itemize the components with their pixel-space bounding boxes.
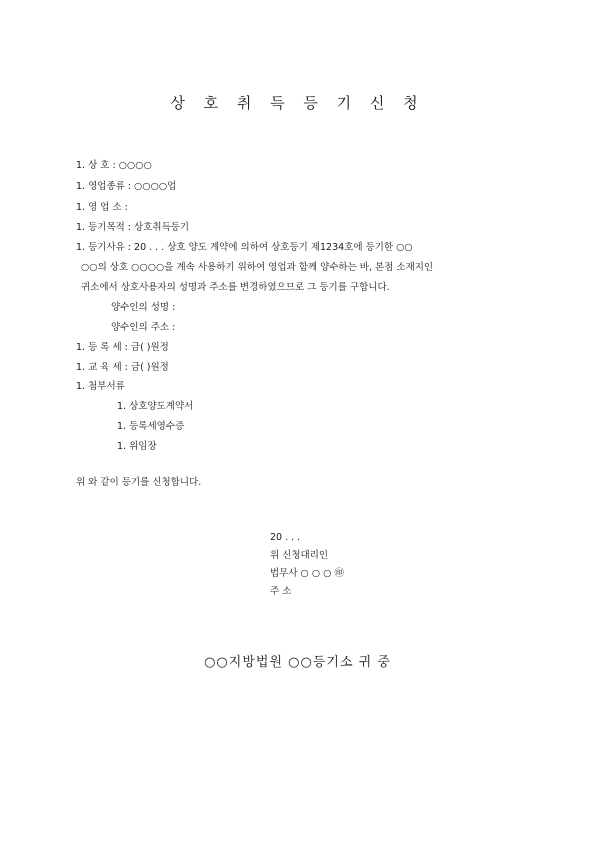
registration-reason-line-3: 귀소에서 상호사용자의 성명과 주소를 변경하였으므로 그 등기를 구합니다.	[81, 282, 390, 293]
attachments-heading: 1. 첨부서류	[76, 381, 125, 392]
trade-name-line: 1. 상 호 : ○○○○	[76, 160, 152, 171]
attachment-item: 1. 위임장	[117, 441, 157, 452]
signature-agent-label: 위 신청대리인	[270, 550, 329, 561]
education-tax-line: 1. 교 육 세 : 금( )원정	[76, 362, 169, 373]
assignee-address-line: 양수인의 주소 :	[111, 322, 176, 333]
registration-reason-line-1: 1. 등기사유 : 20 . . . 상호 양도 계약에 의하여 상호등기 제1234호에 등기한 ○○	[76, 242, 413, 253]
registration-purpose-line: 1. 등기목적 : 상호취득등기	[76, 222, 190, 233]
addressee-office: ○○지방법원 ○○등기소 귀 중	[204, 655, 391, 670]
attachment-item: 1. 상호양도계약서	[117, 401, 194, 412]
signature-address: 주 소	[270, 586, 292, 597]
signature-lawyer: 법무사 ○ ○ ○ ㊞	[270, 568, 344, 579]
registration-tax-line: 1. 등 록 세 : 금( )원정	[76, 342, 169, 353]
business-type-line: 1. 영업종류 : ○○○○업	[76, 181, 177, 192]
signature-date: 20 . . .	[270, 532, 301, 543]
attachment-item: 1. 등록세영수증	[117, 421, 185, 432]
assignee-name-line: 양수인의 성명 :	[111, 302, 176, 313]
business-place-line: 1. 영 업 소 :	[76, 202, 128, 213]
registration-reason-line-2: ○○의 상호 ○○○○을 계속 사용하기 위하여 영업과 함께 양수하는 바, 본점 소재지인	[81, 262, 434, 273]
closing-statement: 위 와 같이 등기를 신청합니다.	[76, 477, 202, 488]
document-title: 상 호 취 득 등 기 신 청	[170, 94, 425, 112]
